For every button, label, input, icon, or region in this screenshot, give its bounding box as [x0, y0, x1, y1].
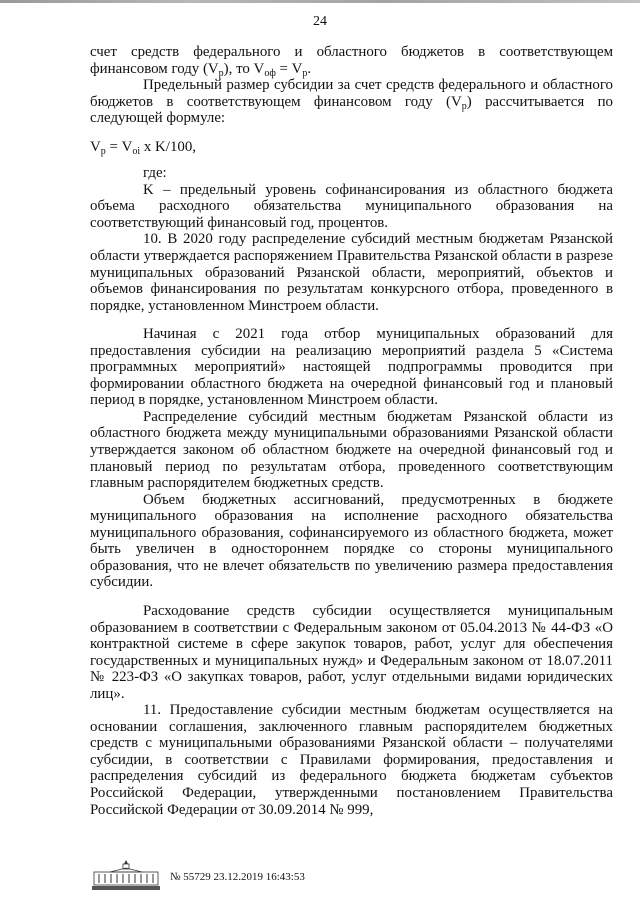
- paragraph-11: 11. Предоставление субсидии местным бюджетам осуществляется на основании соглашения, заключенного главным распорядителем бюджетных средств с муниципальными образованиями Рязанской области – получателями субсидии, в соответствии с Правилами формирования, предоставления и распределения субсидий из федерального бюджета бюджетам субъектов Российской Федерации, утвержденными постановлением Правительства Российской Федерации от 30.09.2014 № 999,: [90, 702, 613, 818]
- paragraph-volume: Объем бюджетных ассигнований, предусмотренных в бюджете муниципального образования на исполнение расходного обязательства муниципального образования, софинансируемого из областного бюджета, может быть увеличен в одностороннем порядке со стороны муниципального образования, что не влечет обязательств по увеличению размера предоставления субсидии.: [90, 491, 613, 591]
- document-footer: [90, 858, 510, 892]
- paragraph-distribution: Распределение субсидий местным бюджетам Рязанской области из областного бюджета между муниципальными образованиями Рязанской области утверждается законом об областном бюджете на очередной финансовый год и плановый период по результатам отбора, проведенного соответствующим главным распорядителем бюджетных средств.: [90, 408, 613, 492]
- where-label: где:: [143, 165, 167, 182]
- paragraph-spending: Расходование средств субсидии осуществляется муниципальным образованием в соответствии с Федеральным законом от 05.04.2013 № 44-ФЗ «О контрактной системе в сфере закупок товаров, работ, услуг для обеспечения государственных и муниципальных нужд» и Федеральным законом от 18.07.2011 № 223-ФЗ «О закупках товаров, работ, услуг отдельными видами юридических лиц».: [90, 602, 613, 702]
- paragraph-max-subsidy: Предельный размер субсидии за счет средств федерального и областного бюджетов в соответствующем финансовом году $(V_р)$ рассчитывается по следующей формуле:: [90, 77, 613, 127]
- government-building-stamp-icon: [90, 858, 162, 892]
- paragraph-2021-selection: Начиная с 2021 года отбор муниципальных образований для предоставления субсидии на реализацию мероприятий раздела 5 «Система программных мероприятий» настоящей подпрограммы проводится при формировании областного бюджета на очередной финансовый год и плановый период в порядке, установленном Минстроем области.: [90, 326, 613, 409]
- scan-edge-artifact: [0, 0, 640, 3]
- document-body: [90, 44, 613, 818]
- page-number: 24: [313, 14, 327, 29]
- paragraph-continuation: счет средств федерального и областного бюджетов в соответствующем финансовом году $(V_р)$, то $V_{оф} = V_р$.: [90, 44, 613, 79]
- formula: $V_р = V_{оi}$ x K/100,: [90, 138, 196, 157]
- paragraph-10: 10. В 2020 году распределение субсидий местным бюджетам Рязанской области утверждается распоряжением Правительства Рязанской области в разрезе муниципальных образований Рязанской области, мероприятий, объектов и объемов финансирования по результатам конкурсного отбора, проведенного в порядке, установленном Минстроем области.: [90, 231, 613, 314]
- registration-stamp: № 55729 23.12.2019 16:43:53: [170, 871, 305, 883]
- k-definition: K – предельный уровень софинансирования из областного бюджета объема расходного обязательства муниципального образования на соответствующий финансовый год, процентов.: [90, 181, 613, 231]
